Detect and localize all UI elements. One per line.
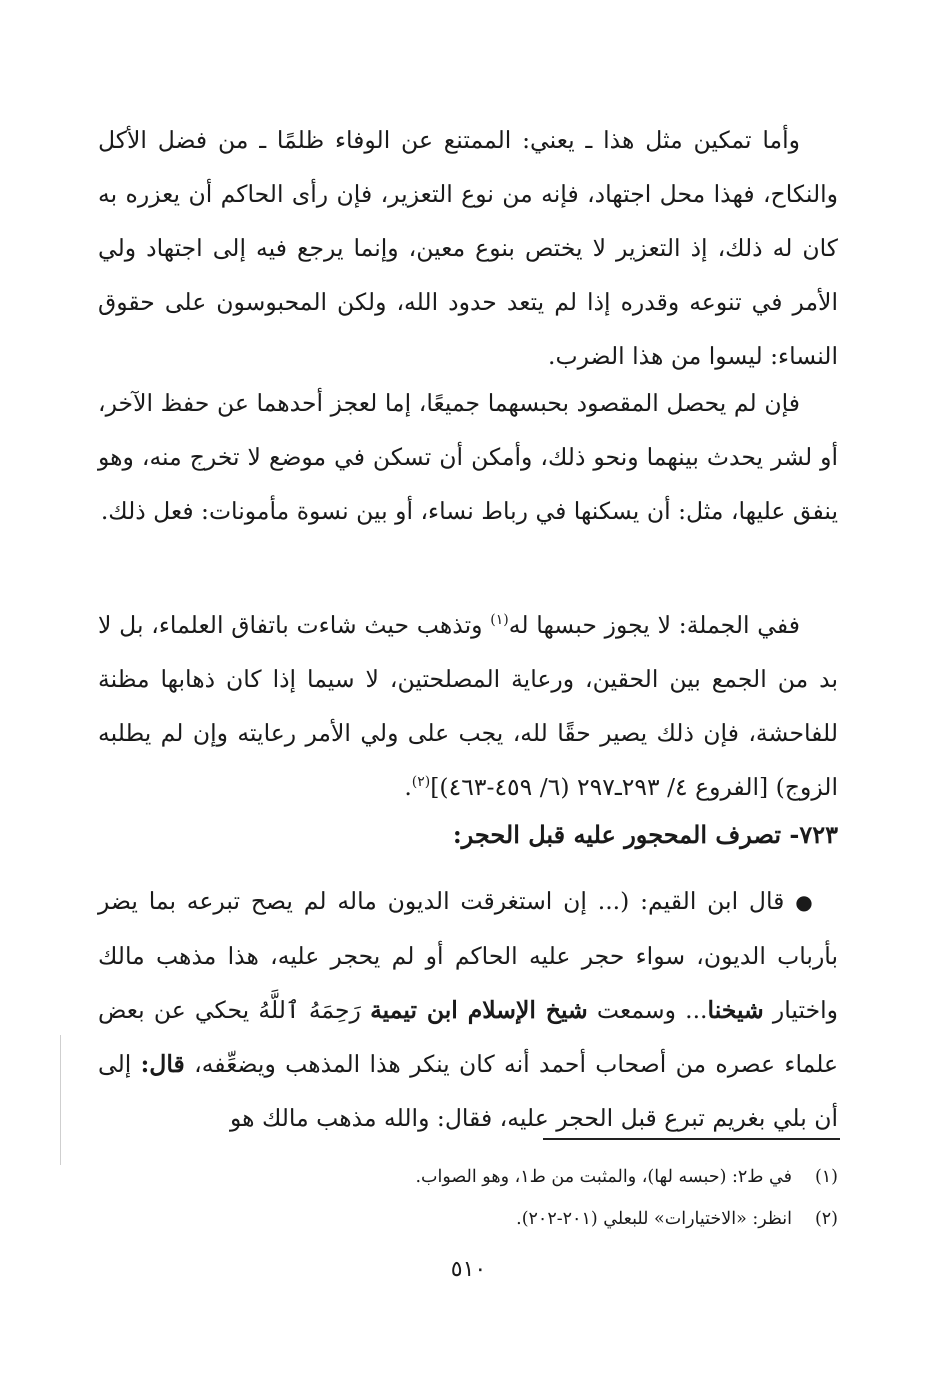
footnote-ref-1: (١) — [490, 612, 509, 629]
page-number: ٥١٠ — [450, 1257, 487, 1282]
bullet-icon: ● — [791, 890, 816, 914]
paragraph-text: رَحِمَهُ ٱللَّهُ يحكي عن بعض علماء عصره من أصحاب أحمد أنه كان ينكر هذا المذهب ويضعِّفه، — [98, 996, 839, 1078]
paragraph-text: ... وسمعت — [587, 996, 708, 1024]
paragraph-text: ففي الجملة: لا يجوز حبسها له — [508, 611, 801, 639]
paragraph-text: إلى أن بلي بغريم تبرع قبل الحجر عليه، فقال: والله مذهب مالك هو — [98, 1050, 838, 1132]
footnote-2 — [98, 1206, 838, 1232]
paragraph-ibn-qayyim — [98, 874, 838, 1145]
bold-term: شيخ الإسلام ابن تيمية — [370, 996, 588, 1024]
paragraph-end: . — [404, 773, 412, 801]
bold-term: قال: — [140, 1050, 185, 1078]
paragraph-habs — [98, 376, 838, 538]
paragraph-text: قال ابن القيم: (... إن استغرقت الديون ماله لم يصح تبرعه بما يضر بأرباب الديون، سواء حجر عليه الحاكم أو لم يحجر عليه، هذا مذهب مالك واختيار — [98, 887, 838, 1024]
paragraph-text: وأما تمكين مثل هذا ـ يعني: الممتنع عن الوفاء ظلمًا ـ من فضل الأكل والنكاح، فهذا محل اجتهاد، فإنه من نوع التعزير، فإن رأى الحاكم أن يعزره به كان له ذلك، إذ التعزير لا يختص بنوع معين، وإنما يرجع فيه إلى اجتهاد ولي الأمر في تنوعه وقدره إذا لم يتعد حدود الله، ولكن المحبوسون على حقوق النساء: ليسوا من هذا الضرب. — [98, 126, 838, 370]
footnote-text: في ط٢: (حبسه لها)، والمثبت من ط١، وهو الصواب. — [415, 1167, 792, 1187]
footnote-number: (١) — [814, 1167, 838, 1187]
footnote-ref-2: (٢) — [411, 774, 431, 791]
footnote-1 — [98, 1164, 838, 1190]
paragraph-text: وتذهب حيث شاءت باتفاق العلماء، بل لا بد من الجمع بين الحقين، ورعاية المصلحتين، لا سيما إذا كان ذهابها مظنة للفاحشة، فإن ذلك يصير حقًا لله، يجب على ولي الأمر رعايته وإن لم يطلبه الزوج) [الفروع ٤/ ٢٩٣ـ٢٩٧ (٦/ ٤٥٩-٤٦٣)] — [98, 611, 838, 801]
paragraph-tamkin — [98, 113, 838, 383]
scan-edge-line — [60, 1035, 61, 1165]
footnote-divider — [543, 1138, 840, 1140]
paragraph-text: فإن لم يحصل المقصود بحبسهما جميعًا، إما لعجز أحدهما عن حفظ الآخر، أو لشر يحدث بينهما ونحو ذلك، وأمكن أن تسكن في موضع لا تخرج منه، وهو ينفق عليها، مثل: أن يسكنها في رباط نساء، أو بين نسوة مأمونات: فعل ذلك. — [98, 389, 838, 525]
footnote-text: انظر: «الاختيارات» للبعلي (٢٠١-٢٠٢). — [516, 1209, 792, 1229]
footnote-number: (٢) — [814, 1209, 838, 1229]
section-heading: ٧٢٣- تصرف المحجور عليه قبل الحجر: — [452, 820, 838, 849]
bold-term: شيخنا — [707, 996, 764, 1024]
paragraph-jumla — [98, 598, 838, 814]
